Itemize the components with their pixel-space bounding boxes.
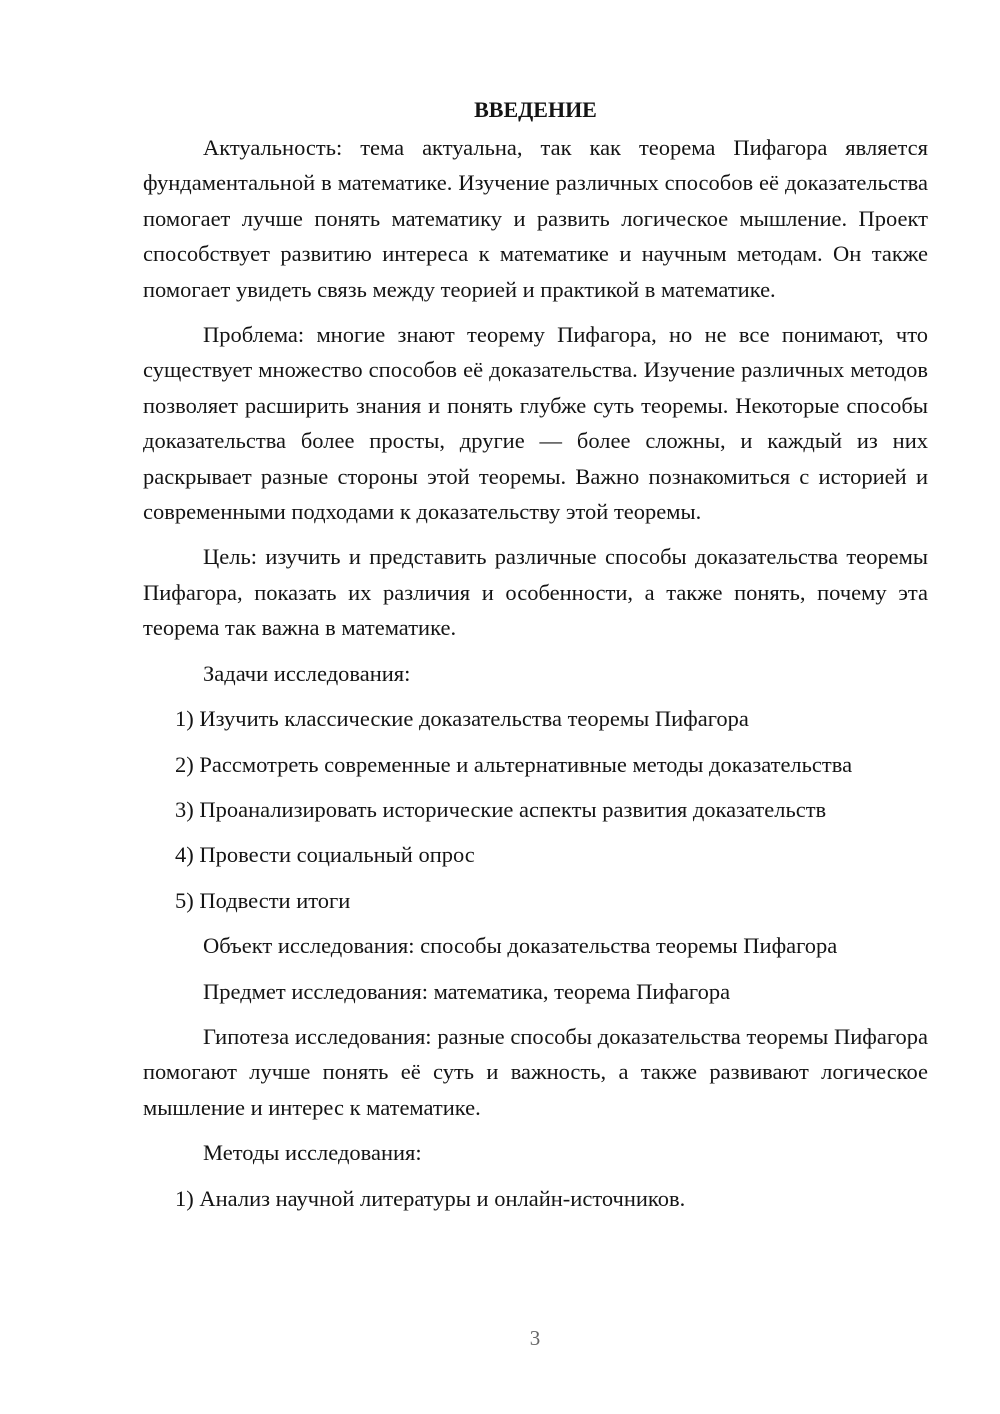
task-item: 5) Подвести итоги — [175, 887, 351, 913]
document-page — [143, 92, 928, 1226]
goal-paragraph: Цель: изучить и представить различные способы доказательства теоремы Пифагора, показать их различия и особенности, а также понять, почему эта теорема так важна в математике. — [143, 544, 928, 641]
task-item: 4) Провести социальный опрос — [175, 842, 475, 868]
relevance-paragraph: Актуальность: тема актуальна, так как теорема Пифагора является фундаментальной в математике. Изучение различных способов её доказательства помогает лучше понять математику и развить логическое мышление. Проект способствует развитию интереса к математике и научным методам. Он также помогает увидеть связь между теорией и практикой в математике. — [143, 135, 928, 302]
research-object: Объект исследования: способы доказательства теоремы Пифагора — [203, 933, 838, 959]
section-heading: ВВЕДЕНИЕ — [474, 97, 597, 122]
task-item: 1) Изучить классические доказательства теоремы Пифагора — [175, 706, 749, 732]
task-item: 2) Рассмотреть современные и альтернативные методы доказательства — [175, 751, 853, 777]
methods-title: Методы исследования: — [203, 1140, 422, 1166]
problem-paragraph: Проблема: многие знают теорему Пифагора, но не все понимают, что существует множество способов её доказательства. Изучение различных методов позволяет расширить знания и понять глубже суть теоремы. Некоторые способы доказательства более просты, другие — более сложны, и каждый из них раскрывает разные стороны этой теоремы. Важно познакомиться с историей и современными подходами к доказательству этой теоремы. — [143, 322, 928, 525]
hypothesis-paragraph: Гипотеза исследования: разные способы доказательства теоремы Пифагора помогают лучше понять её суть и важность, а также развивают логическое мышление и интерес к математике. — [143, 1023, 928, 1120]
tasks-title: Задачи исследования: — [203, 660, 411, 686]
task-item: 3) Проанализировать исторические аспекты развития доказательств — [175, 796, 827, 822]
page-number: 3 — [529, 1326, 541, 1350]
method-item: 1) Анализ научной литературы и онлайн-источников. — [175, 1185, 686, 1211]
research-subject: Предмет исследования: математика, теорема Пифагора — [203, 978, 731, 1004]
